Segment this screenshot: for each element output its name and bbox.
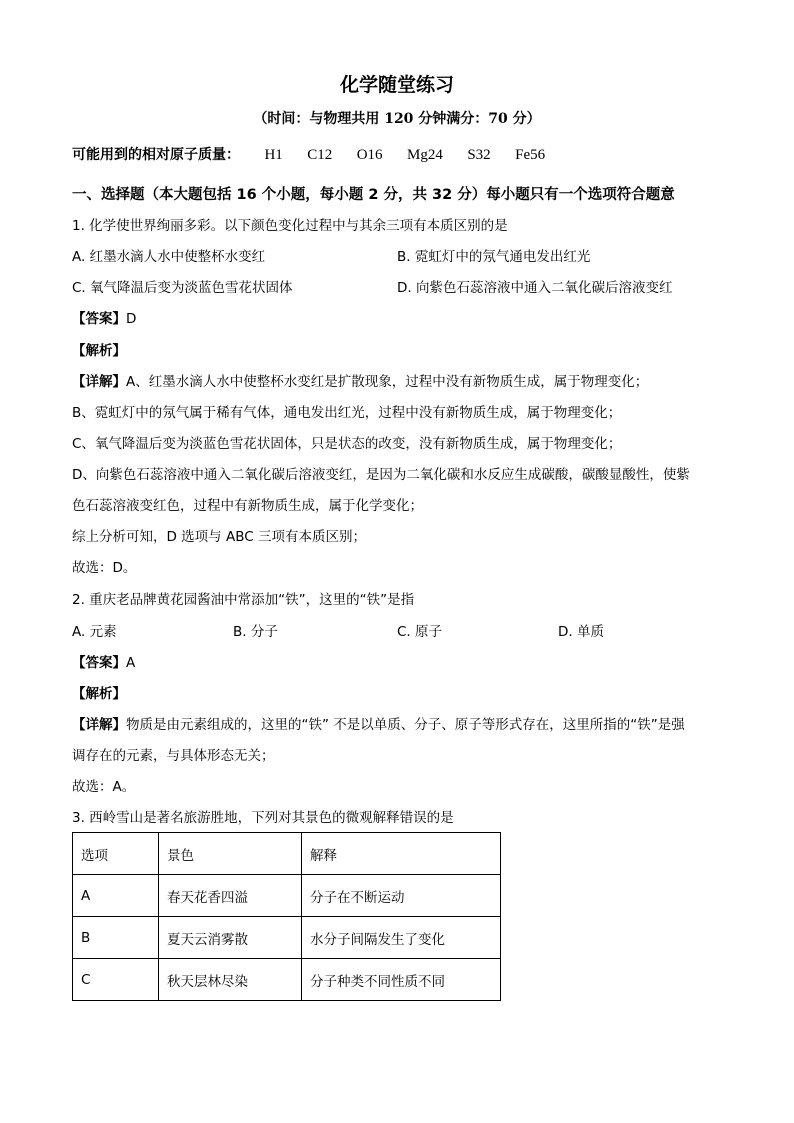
question-2-option-d: D. 单质: [558, 624, 604, 640]
question-1-detail-line: C、氧气降温后变为淡蓝色雪花状固体，只是状态的改变，没有新物质生成，属于物理变化；: [72, 436, 622, 452]
table-row: [73, 959, 501, 1001]
question-2-answer: [72, 651, 135, 671]
table-header-cell: 选项: [73, 833, 159, 875]
question-1-answer: [72, 307, 136, 327]
answer-value: A: [126, 655, 136, 671]
table-cell: 水分子间隔发生了变化: [302, 917, 501, 959]
table-cell: B: [73, 917, 159, 959]
detail-text: A、红墨水滴人水中使整杯水变红是扩散现象，过程中没有新物质生成，属于物理变化；: [126, 374, 649, 390]
page-title: 化学随堂练习: [339, 74, 454, 96]
question-1-option-b: B. 霓虹灯中的氖气通电发出红光: [397, 249, 591, 265]
question-2-analysis-tag: 【解析】: [72, 686, 126, 702]
table-cell: 分子种类不同性质不同: [302, 959, 501, 1001]
exam-time-note: （时间：与物理共用 120 分钟满分：70 分）: [253, 111, 541, 127]
atomic-mass-item: Fe56: [515, 147, 546, 163]
question-2-option-b: B. 分子: [233, 624, 278, 640]
atomic-mass-line: [72, 144, 545, 164]
question-1-detail-line: [72, 370, 648, 390]
atomic-mass-item: S32: [467, 147, 491, 163]
table-cell: C: [73, 959, 159, 1001]
question-3-stem: 3. 西岭雪山是著名旅游胜地，下列对其景色的微观解释错误的是: [72, 810, 454, 826]
question-2-detail-line: 故选：A。: [72, 779, 136, 795]
answer-tag: 【答案】: [72, 655, 126, 671]
table-header-cell: 景色: [159, 833, 302, 875]
question-2-detail-line: 调存在的元素，与具体形态无关；: [72, 748, 275, 764]
answer-value: D: [126, 311, 137, 327]
question-1-detail-line: 色石蕊溶液变红色，过程中有新物质生成，属于化学变化；: [72, 498, 423, 514]
question-1-option-c: C. 氧气降温后变为淡蓝色雪花状固体: [72, 280, 293, 296]
table-cell: 夏天云消雾散: [159, 917, 302, 959]
question-1-option-a: A. 红墨水滴人水中使整杯水变红: [72, 249, 266, 265]
atomic-mass-item: Mg24: [407, 147, 443, 163]
answer-tag: 【答案】: [72, 311, 126, 327]
question-2-stem: 2. 重庆老品牌黄花园酱油中常添加“铁”，这里的“铁”是指: [72, 592, 415, 608]
section-heading: 一、选择题（本大题包括 16 个小题，每小题 2 分，共 32 分）每小题只有一个选项符合题意: [72, 187, 675, 203]
atomic-mass-item: H1: [264, 147, 283, 163]
atomic-mass-item: C12: [307, 147, 333, 163]
table-header-row: [73, 833, 501, 875]
atomic-mass-item: O16: [356, 147, 383, 163]
table-row: [73, 875, 501, 917]
question-1-detail-line: D、向紫色石蕊溶液中通入二氧化碳后溶液变红，是因为二氧化碳和水反应生成碳酸，碳酸显酸性，使紫: [72, 467, 690, 483]
question-3-table: [72, 832, 501, 1001]
table-cell: 分子在不断运动: [302, 875, 501, 917]
detail-tag: 【详解】: [72, 374, 126, 390]
table-cell: A: [73, 875, 159, 917]
question-2-option-c: C. 原子: [397, 624, 443, 640]
question-1-option-d: D. 向紫色石蕊溶液中通入二氧化碳后溶液变红: [397, 280, 673, 296]
question-1-detail-line: B、霓虹灯中的氖气属于稀有气体，通电发出红光，过程中没有新物质生成，属于物理变化；: [72, 405, 622, 421]
table-header-cell: 解释: [302, 833, 501, 875]
question-2-detail-line: [72, 713, 685, 733]
detail-text: 物质是由元素组成的，这里的“铁” 不是以单质、分子、原子等形式存在，这里所指的“铁”是强: [126, 717, 685, 733]
question-1-detail-line: 故选：D。: [72, 560, 137, 576]
detail-tag: 【详解】: [72, 717, 126, 733]
table-row: [73, 917, 501, 959]
table-cell: 秋天层林尽染: [159, 959, 302, 1001]
atomic-mass-label: 可能用到的相对原子质量：: [72, 147, 240, 163]
table-cell: 春天花香四溢: [159, 875, 302, 917]
question-2-option-a: A. 元素: [72, 624, 117, 640]
question-1-detail-line: 综上分析可知，D 选项与 ABC 三项有本质区别；: [72, 529, 366, 545]
question-1-analysis-tag: 【解析】: [72, 343, 126, 359]
question-1-stem: 1. 化学使世界绚丽多彩。以下颜色变化过程中与其余三项有本质区别的是: [72, 218, 508, 234]
